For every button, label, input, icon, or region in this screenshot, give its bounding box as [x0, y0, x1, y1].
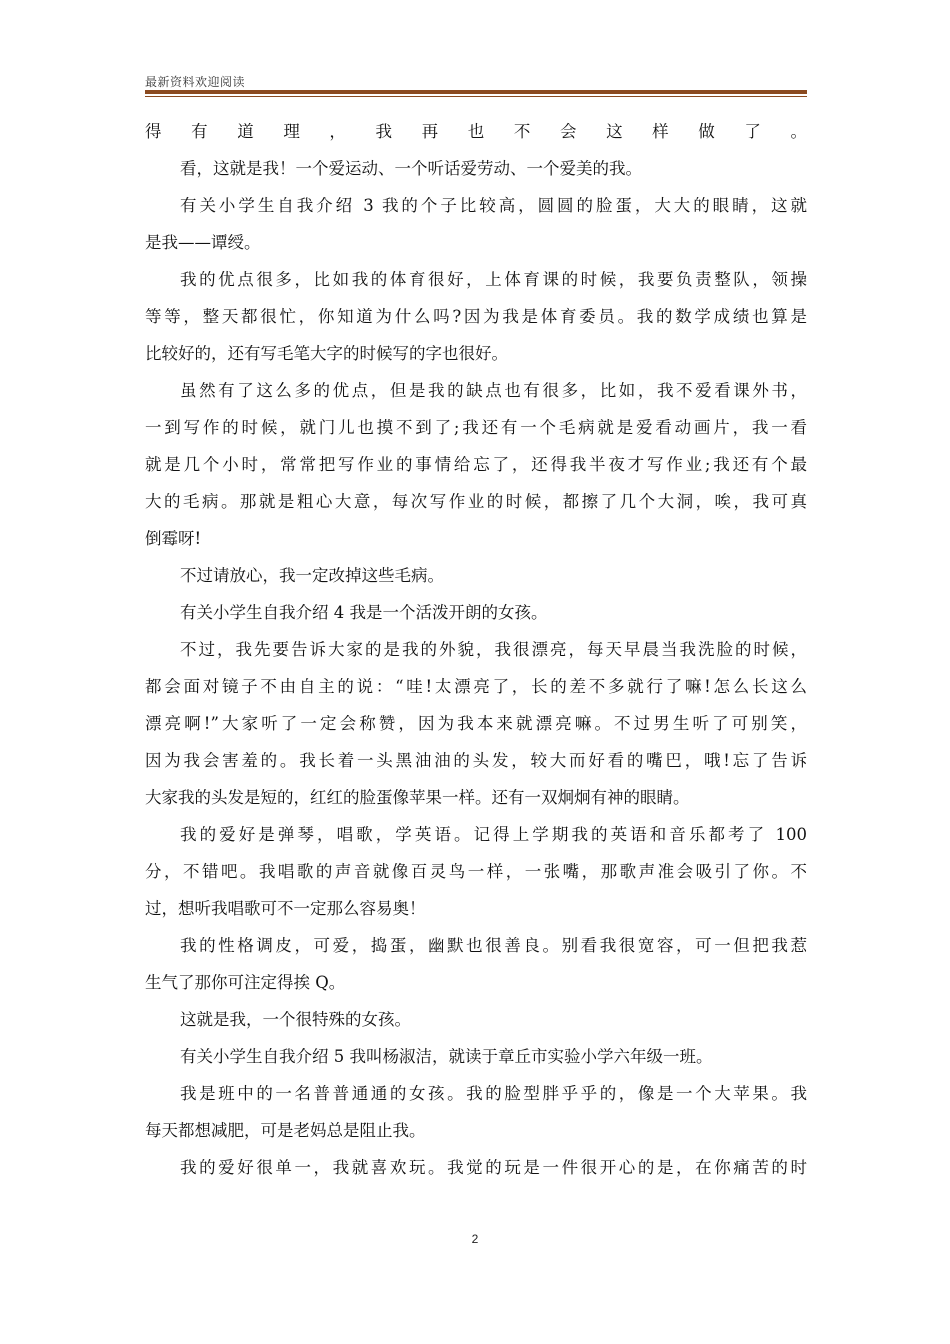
text-line: 倒霉呀! [145, 529, 202, 548]
text-line: 不过请放心，我一定改掉这些毛病。 [180, 566, 444, 585]
text-line: 得有道理，我再也不会这样做了。 [145, 122, 807, 141]
text-line: 一到写作的时候，就门儿也摸不到了;我还有一个毛病就是爱看动画片，我一看 [145, 418, 807, 437]
header-title: 最新资料欢迎阅读 [145, 75, 246, 89]
text-line: 虽然有了这么多的优点，但是我的缺点也有很多，比如，我不爱看课外书， [180, 381, 807, 400]
text-line: 漂亮啊!”大家听了一定会称赞，因为我本来就漂亮嘛。不过男生听了可别笑， [145, 714, 807, 733]
text-line: 有关小学生自我介绍 3 我的个子比较高，圆圆的脸蛋，大大的眼睛，这就 [180, 196, 807, 215]
page-header [145, 74, 807, 90]
text-line: 每天都想减肥，可是老妈总是阻止我。 [145, 1121, 426, 1140]
text-line: 就是几个小时，常常把写作业的事情给忘了，还得我半夜才写作业;我还有个最 [145, 455, 807, 474]
text-line: 有关小学生自我介绍 5 我叫杨淑洁，就读于章丘市实验小学六年级一班。 [180, 1047, 713, 1066]
text-line: 我的爱好很单一，我就喜欢玩。我觉的玩是一件很开心的是，在你痛苦的时 [180, 1158, 807, 1177]
text-line: 这就是我，一个很特殊的女孩。 [180, 1010, 411, 1029]
header-rule-thin [145, 96, 807, 97]
text-line: 我是班中的一名普普通通的女孩。我的脸型胖乎乎的，像是一个大苹果。我 [180, 1084, 807, 1103]
text-line: 是我——谭绶。 [145, 233, 261, 252]
text-line: 看，这就是我！一个爱运动、一个听话爱劳动、一个爱美的我。 [180, 159, 642, 178]
text-line: 我的爱好是弹琴，唱歌，学英语。记得上学期我的英语和音乐都考了 100 [180, 825, 807, 844]
text-line: 因为我会害羞的。我长着一头黑油油的头发，较大而好看的嘴巴，哦!忘了告诉 [145, 751, 807, 770]
text-line: 分，不错吧。我唱歌的声音就像百灵鸟一样，一张嘴，那歌声准会吸引了你。不 [145, 862, 807, 881]
text-line: 生气了那你可注定得挨 Q。 [145, 973, 346, 992]
text-line: 我的优点很多，比如我的体育很好，上体育课的时候，我要负责整队，领操 [180, 270, 807, 289]
text-line: 有关小学生自我介绍 4 我是一个活泼开朗的女孩。 [180, 603, 548, 622]
text-line: 不过，我先要告诉大家的是我的外貌，我很漂亮，每天早晨当我洗脸的时候， [180, 640, 807, 659]
text-line: 都会面对镜子不由自主的说：“哇!太漂亮了，长的差不多就行了嘛!怎么长这么 [145, 677, 807, 696]
header-rule-thick [145, 90, 807, 94]
text-line: 比较好的，还有写毛笔大字的时候写的字也很好。 [145, 344, 508, 363]
text-line: 过，想听我唱歌可不一定那么容易奥！ [145, 899, 426, 918]
text-line: 等等，整天都很忙，你知道为什么吗?因为我是体育委员。我的数学成绩也算是 [145, 307, 807, 326]
text-line: 大家我的头发是短的，红红的脸蛋像苹果一样。还有一双炯炯有神的眼睛。 [145, 788, 690, 807]
text-line: 大的毛病。那就是粗心大意，每次写作业的时候，都擦了几个大洞，唉，我可真 [145, 492, 807, 511]
text-line: 我的性格调皮，可爱，捣蛋，幽默也很善良。别看我很宽容，可一但把我惹 [180, 936, 807, 955]
page-number: 2 [471, 1232, 479, 1246]
